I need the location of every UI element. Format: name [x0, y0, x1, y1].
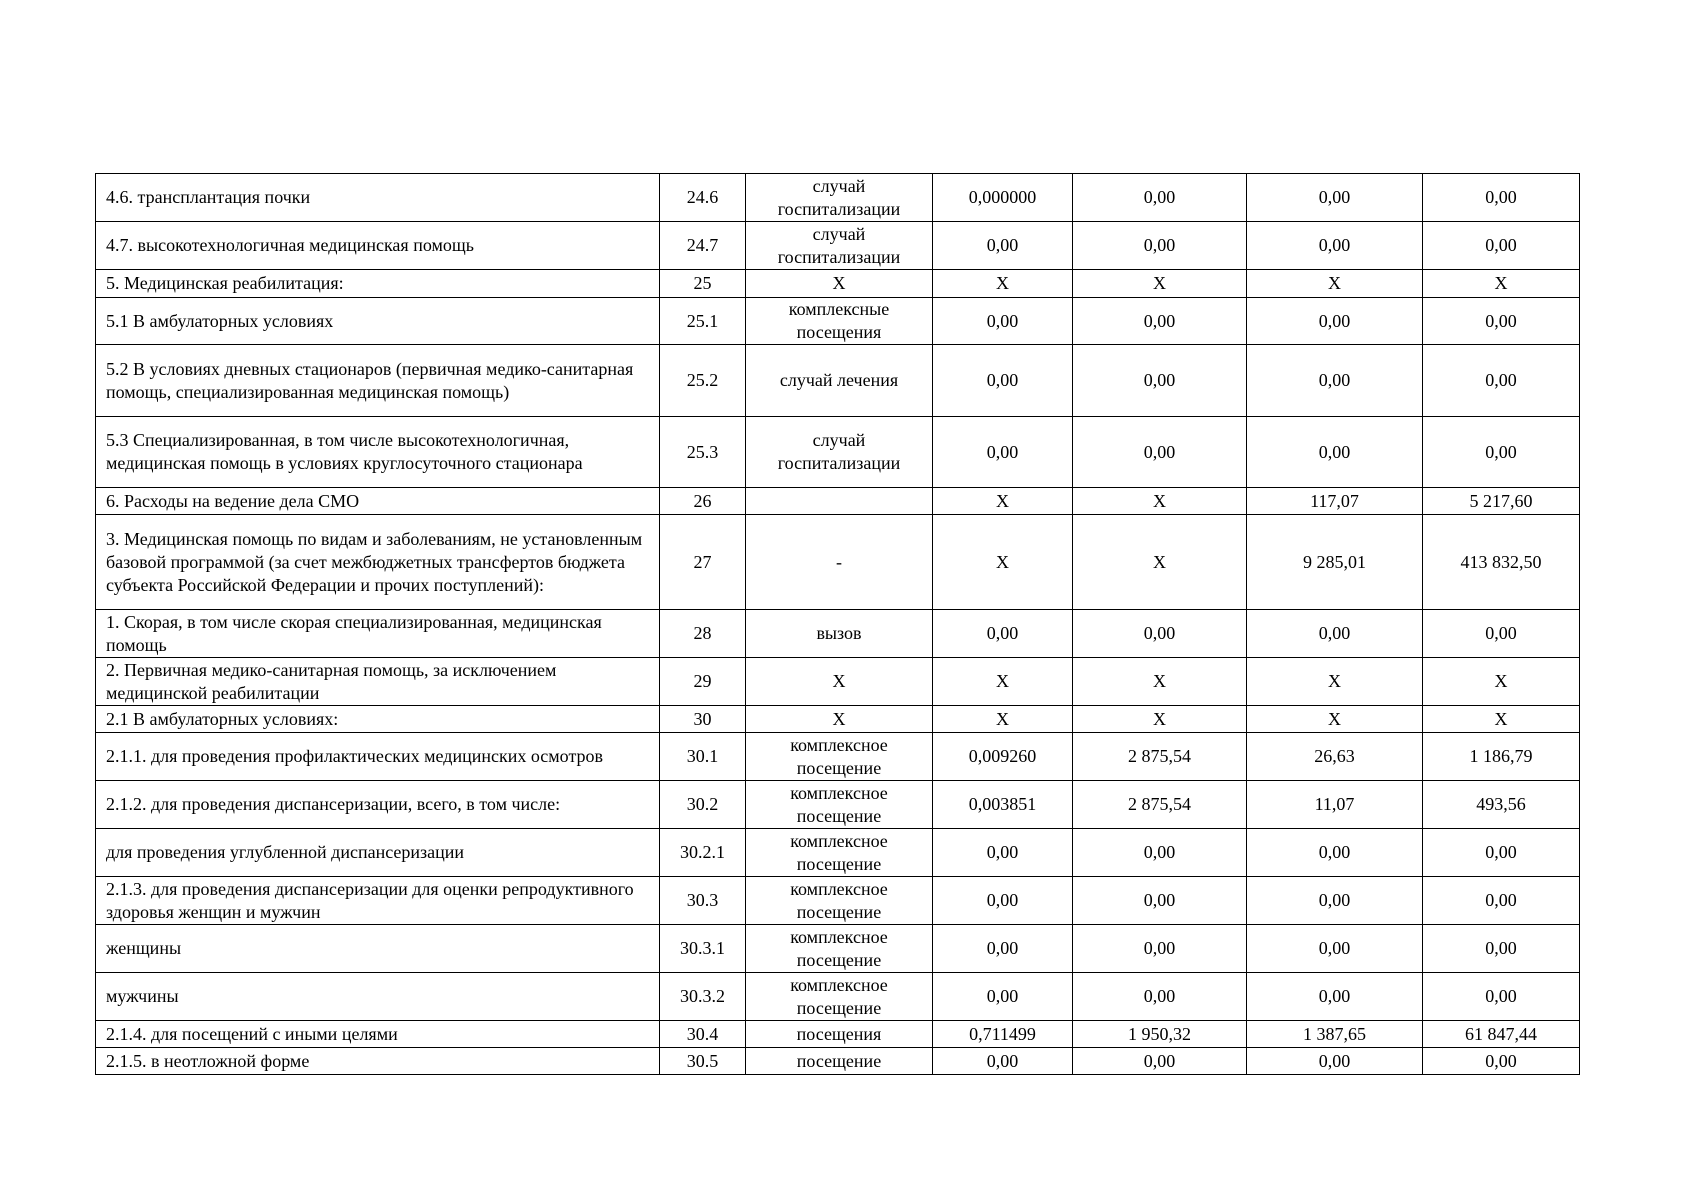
table-row: [96, 1021, 1580, 1048]
cell-cost-norm: 0,00: [1073, 877, 1247, 925]
cell-total: Х: [1423, 706, 1580, 733]
cell-per-capita: 0,00: [1247, 877, 1423, 925]
cell-cost-norm: Х: [1073, 658, 1247, 706]
cell-per-capita: 1 387,65: [1247, 1021, 1423, 1048]
cell-name: 2.1.3. для проведения диспансеризации для оценки репродуктивного здоровья женщин и мужчин: [96, 877, 660, 925]
cell-per-capita: 0,00: [1247, 174, 1423, 222]
cell-per-capita: 0,00: [1247, 829, 1423, 877]
cell-volume-norm: 0,00: [933, 1048, 1073, 1075]
cell-cost-norm: Х: [1073, 488, 1247, 515]
cell-name: 5.3 Специализированная, в том числе высокотехнологичная, медицинская помощь в условиях круглосуточного стационара: [96, 417, 660, 488]
table-row: [96, 345, 1580, 417]
cell-volume-norm: Х: [933, 515, 1073, 610]
cell-line-number: 25: [660, 270, 746, 298]
cell-total: 0,00: [1423, 345, 1580, 417]
cell-unit: вызов: [746, 610, 933, 658]
cell-unit: комплексное посещение: [746, 829, 933, 877]
cell-total: 5 217,60: [1423, 488, 1580, 515]
cell-volume-norm: Х: [933, 488, 1073, 515]
cell-volume-norm: Х: [933, 270, 1073, 298]
cell-name: 2. Первичная медико-санитарная помощь, за исключением медицинской реабилитации: [96, 658, 660, 706]
cell-name: 2.1.5. в неотложной форме: [96, 1048, 660, 1075]
cell-line-number: 30.2: [660, 781, 746, 829]
cell-volume-norm: 0,003851: [933, 781, 1073, 829]
cell-unit: комплексные посещения: [746, 298, 933, 345]
cell-cost-norm: 0,00: [1073, 345, 1247, 417]
cell-volume-norm: 0,00: [933, 829, 1073, 877]
cell-line-number: 30.1: [660, 733, 746, 781]
cell-total: 0,00: [1423, 973, 1580, 1021]
cell-cost-norm: Х: [1073, 515, 1247, 610]
cell-line-number: 30.3.2: [660, 973, 746, 1021]
cell-cost-norm: 2 875,54: [1073, 733, 1247, 781]
cell-per-capita: 26,63: [1247, 733, 1423, 781]
cell-name: 2.1.2. для проведения диспансеризации, всего, в том числе:: [96, 781, 660, 829]
cell-line-number: 25.3: [660, 417, 746, 488]
cell-cost-norm: 0,00: [1073, 174, 1247, 222]
cell-volume-norm: 0,00: [933, 973, 1073, 1021]
cell-line-number: 30.4: [660, 1021, 746, 1048]
cell-name: 5.2 В условиях дневных стационаров (первичная медико-санитарная помощь, специализированная медицинская помощь): [96, 345, 660, 417]
cell-per-capita: 0,00: [1247, 417, 1423, 488]
cell-line-number: 24.6: [660, 174, 746, 222]
cell-total: 413 832,50: [1423, 515, 1580, 610]
cell-cost-norm: Х: [1073, 270, 1247, 298]
table-row: [96, 1048, 1580, 1075]
cell-cost-norm: 0,00: [1073, 1048, 1247, 1075]
cell-line-number: 25.2: [660, 345, 746, 417]
cell-unit: [746, 488, 933, 515]
cell-line-number: 30.3: [660, 877, 746, 925]
cell-unit: комплексное посещение: [746, 781, 933, 829]
cell-total: 0,00: [1423, 417, 1580, 488]
cell-total: 1 186,79: [1423, 733, 1580, 781]
table-row: [96, 706, 1580, 733]
cell-volume-norm: 0,00: [933, 417, 1073, 488]
table-row: [96, 488, 1580, 515]
cell-name: 2.1.4. для посещений с иными целями: [96, 1021, 660, 1048]
cell-cost-norm: 2 875,54: [1073, 781, 1247, 829]
cell-name: 2.1 В амбулаторных условиях:: [96, 706, 660, 733]
cell-line-number: 25.1: [660, 298, 746, 345]
cell-line-number: 24.7: [660, 222, 746, 270]
cell-name: 2.1.1. для проведения профилактических медицинских осмотров: [96, 733, 660, 781]
cell-volume-norm: 0,00: [933, 610, 1073, 658]
table-row: [96, 270, 1580, 298]
cell-volume-norm: 0,00: [933, 877, 1073, 925]
cell-unit: случай лечения: [746, 345, 933, 417]
cell-cost-norm: 0,00: [1073, 222, 1247, 270]
cell-volume-norm: 0,00: [933, 925, 1073, 973]
cell-volume-norm: 0,711499: [933, 1021, 1073, 1048]
table-row: [96, 610, 1580, 658]
cell-total: Х: [1423, 658, 1580, 706]
cell-per-capita: Х: [1247, 706, 1423, 733]
cell-total: 493,56: [1423, 781, 1580, 829]
cell-total: 0,00: [1423, 610, 1580, 658]
cell-unit: Х: [746, 706, 933, 733]
cell-total: 0,00: [1423, 877, 1580, 925]
cell-name: 6. Расходы на ведение дела СМО: [96, 488, 660, 515]
cell-volume-norm: 0,000000: [933, 174, 1073, 222]
table-row: [96, 417, 1580, 488]
cell-name: 1. Скорая, в том числе скорая специализированная, медицинская помощь: [96, 610, 660, 658]
cell-name: 3. Медицинская помощь по видам и заболеваниям, не установленным базовой программой (за счет межбюджетных трансфертов бюджета субъекта Российской Федерации и прочих поступлений):: [96, 515, 660, 610]
cell-unit: комплексное посещение: [746, 973, 933, 1021]
cell-unit: Х: [746, 658, 933, 706]
cell-total: 0,00: [1423, 298, 1580, 345]
cell-cost-norm: 0,00: [1073, 417, 1247, 488]
cell-total: Х: [1423, 270, 1580, 298]
cell-total: 61 847,44: [1423, 1021, 1580, 1048]
cell-name: для проведения углубленной диспансеризации: [96, 829, 660, 877]
cell-unit: случай госпитализации: [746, 417, 933, 488]
cell-per-capita: 117,07: [1247, 488, 1423, 515]
table-row: [96, 925, 1580, 973]
cell-cost-norm: 0,00: [1073, 973, 1247, 1021]
cell-cost-norm: 1 950,32: [1073, 1021, 1247, 1048]
cell-line-number: 26: [660, 488, 746, 515]
table-row: [96, 877, 1580, 925]
cell-volume-norm: 0,00: [933, 345, 1073, 417]
cell-cost-norm: 0,00: [1073, 298, 1247, 345]
cell-per-capita: 0,00: [1247, 298, 1423, 345]
cell-per-capita: 0,00: [1247, 1048, 1423, 1075]
cell-volume-norm: 0,00: [933, 298, 1073, 345]
cell-total: 0,00: [1423, 1048, 1580, 1075]
cell-line-number: 28: [660, 610, 746, 658]
cell-per-capita: 0,00: [1247, 925, 1423, 973]
cell-name: 4.7. высокотехнологичная медицинская помощь: [96, 222, 660, 270]
cell-line-number: 29: [660, 658, 746, 706]
table-row: [96, 515, 1580, 610]
cell-unit: посещения: [746, 1021, 933, 1048]
table-row: [96, 222, 1580, 270]
cell-total: 0,00: [1423, 222, 1580, 270]
table-row: [96, 298, 1580, 345]
cell-unit: комплексное посещение: [746, 733, 933, 781]
cell-line-number: 30.2.1: [660, 829, 746, 877]
cell-per-capita: Х: [1247, 658, 1423, 706]
cell-unit: комплексное посещение: [746, 877, 933, 925]
table-row: [96, 829, 1580, 877]
cell-unit: случай госпитализации: [746, 222, 933, 270]
table-body: [96, 174, 1580, 1075]
cell-per-capita: 9 285,01: [1247, 515, 1423, 610]
cell-per-capita: Х: [1247, 270, 1423, 298]
cell-volume-norm: 0,009260: [933, 733, 1073, 781]
cell-line-number: 27: [660, 515, 746, 610]
cell-total: 0,00: [1423, 925, 1580, 973]
cell-per-capita: 0,00: [1247, 610, 1423, 658]
cell-unit: -: [746, 515, 933, 610]
cell-unit: посещение: [746, 1048, 933, 1075]
table-row: [96, 781, 1580, 829]
cell-name: мужчины: [96, 973, 660, 1021]
cell-volume-norm: Х: [933, 658, 1073, 706]
table-row: [96, 658, 1580, 706]
cell-cost-norm: 0,00: [1073, 610, 1247, 658]
cell-line-number: 30.5: [660, 1048, 746, 1075]
cell-cost-norm: 0,00: [1073, 829, 1247, 877]
cell-cost-norm: Х: [1073, 706, 1247, 733]
cell-unit: комплексное посещение: [746, 925, 933, 973]
cell-name: женщины: [96, 925, 660, 973]
cell-per-capita: 0,00: [1247, 222, 1423, 270]
cell-unit: случай госпитализации: [746, 174, 933, 222]
cell-total: 0,00: [1423, 829, 1580, 877]
cell-per-capita: 11,07: [1247, 781, 1423, 829]
cell-name: 5.1 В амбулаторных условиях: [96, 298, 660, 345]
cell-name: 4.6. трансплантация почки: [96, 174, 660, 222]
cell-volume-norm: 0,00: [933, 222, 1073, 270]
cell-name: 5. Медицинская реабилитация:: [96, 270, 660, 298]
table-row: [96, 733, 1580, 781]
cell-unit: Х: [746, 270, 933, 298]
cell-volume-norm: Х: [933, 706, 1073, 733]
cell-line-number: 30.3.1: [660, 925, 746, 973]
cell-per-capita: 0,00: [1247, 973, 1423, 1021]
cell-cost-norm: 0,00: [1073, 925, 1247, 973]
cell-line-number: 30: [660, 706, 746, 733]
cell-total: 0,00: [1423, 174, 1580, 222]
data-table: [95, 173, 1580, 1075]
cell-per-capita: 0,00: [1247, 345, 1423, 417]
table-row: [96, 174, 1580, 222]
table-row: [96, 973, 1580, 1021]
